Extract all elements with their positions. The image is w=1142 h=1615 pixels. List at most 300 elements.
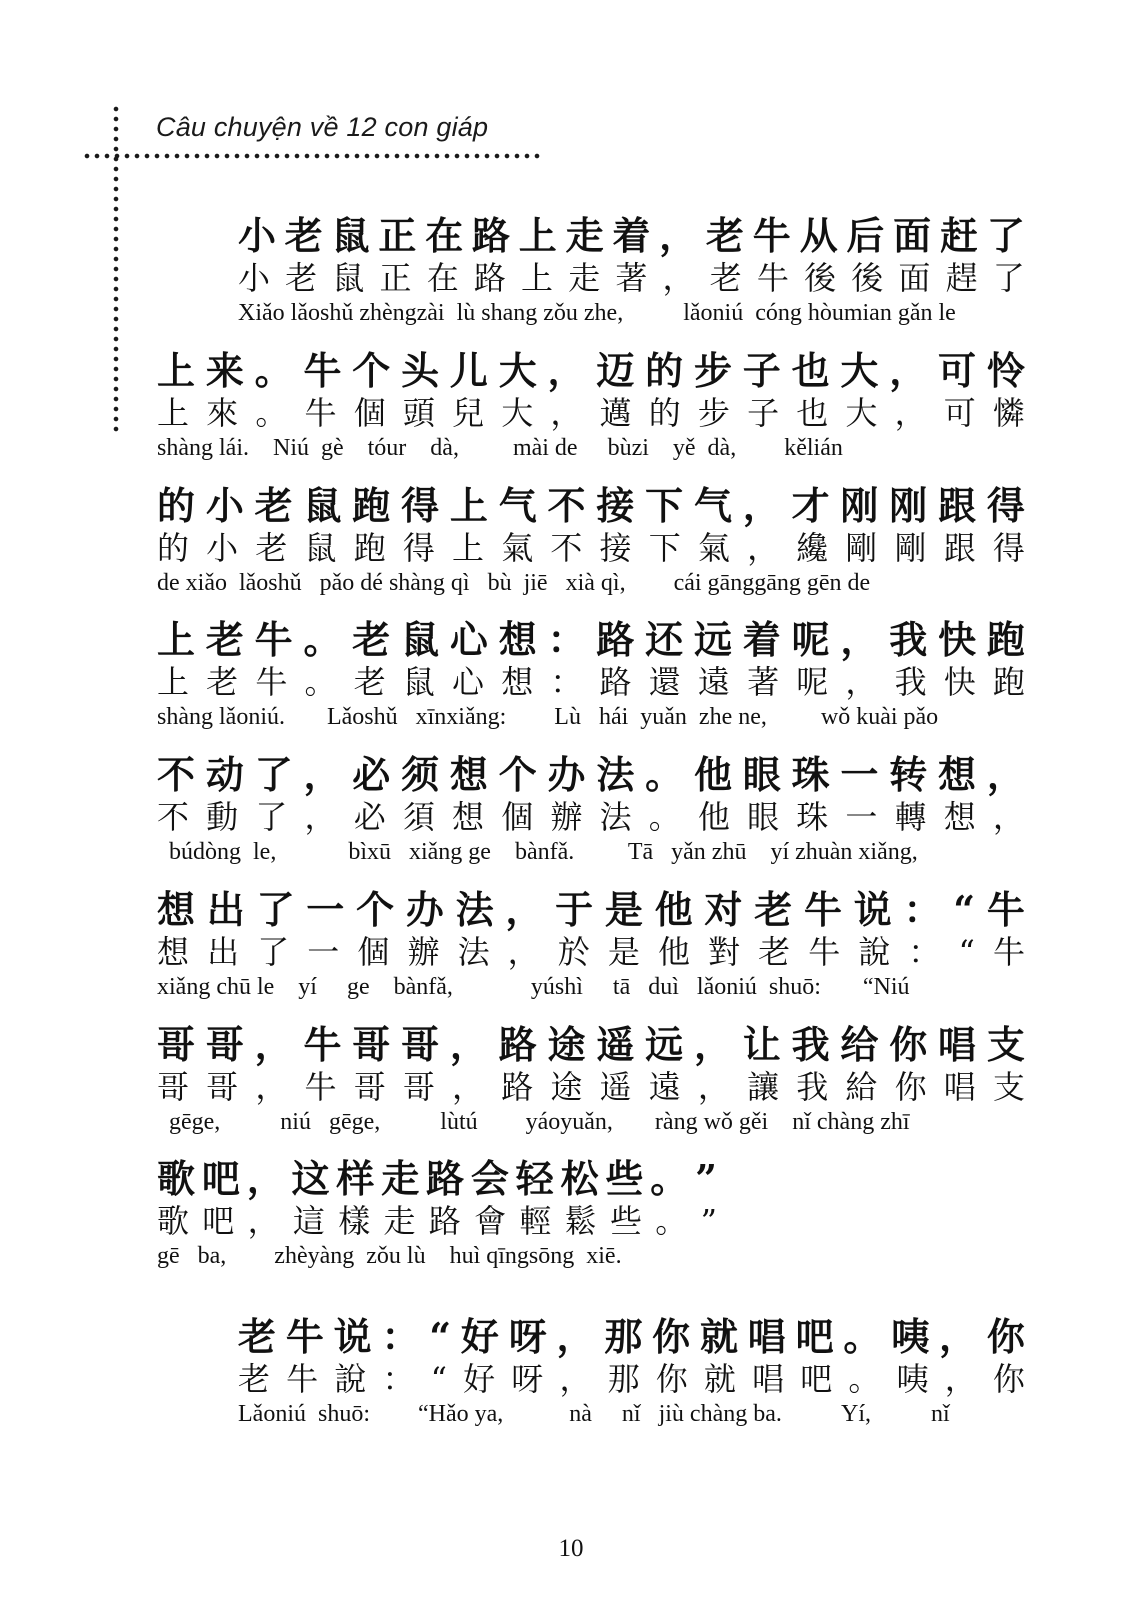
hanzi-char: 须 bbox=[401, 752, 440, 797]
hanzi-char: 想 bbox=[498, 617, 537, 662]
hanzi-char: 是 bbox=[604, 887, 643, 932]
hanzi-char: 走 bbox=[568, 259, 601, 297]
hanzi-char: ： bbox=[381, 1314, 420, 1359]
hanzi-char: 邁 bbox=[599, 394, 632, 432]
hanzi-char: 就 bbox=[703, 1360, 736, 1398]
hanzi-char: 唱 bbox=[943, 1068, 976, 1106]
hanzi-char: ， bbox=[449, 1022, 488, 1067]
pinyin-text: gē ba, zhèyàng zǒu lù huì qīngsōng xiē. bbox=[157, 1243, 622, 1269]
hanzi-char: 你 bbox=[986, 1314, 1025, 1359]
traditional-text bbox=[157, 663, 1025, 703]
hanzi-char: 你 bbox=[889, 1022, 928, 1067]
hanzi-char: 路 bbox=[501, 1068, 534, 1106]
hanzi-char: 气 bbox=[498, 483, 537, 528]
hanzi-char: 走 bbox=[565, 213, 604, 258]
hanzi-char: 支 bbox=[986, 1022, 1025, 1067]
hanzi-char: ， bbox=[559, 1360, 592, 1398]
hanzi-char: 松 bbox=[560, 1156, 599, 1201]
hanzi-char: 途 bbox=[547, 1022, 586, 1067]
hanzi-char: 牛 bbox=[808, 933, 841, 971]
text-line-4 bbox=[157, 617, 1025, 733]
hanzi-char: 刚 bbox=[889, 483, 928, 528]
hanzi-char: 路 bbox=[428, 1202, 461, 1240]
hanzi-char: 老 bbox=[238, 1360, 271, 1398]
hanzi-char: ， bbox=[742, 483, 781, 528]
hanzi-char: 咦 bbox=[896, 1360, 929, 1398]
hanzi-char: 他 bbox=[697, 798, 730, 836]
hanzi-char: 老 bbox=[254, 483, 293, 528]
hanzi-char: 跑 bbox=[352, 483, 391, 528]
hanzi-char: 个 bbox=[352, 348, 391, 393]
hanzi-char: 趕 bbox=[945, 259, 978, 297]
hanzi-char: 咦 bbox=[891, 1314, 930, 1359]
hanzi-char: 也 bbox=[791, 348, 830, 393]
hanzi-char: 还 bbox=[645, 617, 684, 662]
hanzi-char: 呀 bbox=[511, 1360, 544, 1398]
hanzi-char: ， bbox=[505, 887, 544, 932]
hanzi-char: 好 bbox=[460, 1314, 499, 1359]
hanzi-char: ， bbox=[247, 1202, 280, 1240]
hanzi-char: 你 bbox=[655, 1360, 688, 1398]
hanzi-char: 老 bbox=[238, 1314, 277, 1359]
hanzi-char: 走 bbox=[381, 1156, 420, 1201]
hanzi-char: 在 bbox=[426, 259, 459, 297]
hanzi-char: 老 bbox=[705, 213, 744, 258]
hanzi-char: ， bbox=[747, 529, 780, 567]
hanzi-char: 個 bbox=[353, 394, 386, 432]
hanzi-char: 。 bbox=[255, 394, 288, 432]
hanzi-char: 就 bbox=[699, 1314, 738, 1359]
hanzi-char: 面 bbox=[898, 259, 931, 297]
hanzi-char: 吧 bbox=[202, 1202, 235, 1240]
hanzi-char: ” bbox=[695, 1156, 717, 1201]
hanzi-char: 法 bbox=[599, 798, 632, 836]
hanzi-char: ， bbox=[662, 259, 695, 297]
text-line-8 bbox=[157, 1156, 717, 1272]
page-number: 10 bbox=[558, 1535, 584, 1562]
hanzi-char: 想 bbox=[938, 752, 977, 797]
hanzi-char: 气 bbox=[693, 483, 732, 528]
hanzi-char: 讓 bbox=[747, 1068, 780, 1106]
hanzi-char: 呢 bbox=[791, 617, 830, 662]
hanzi-char: 哥 bbox=[205, 1022, 244, 1067]
hanzi-char: 動 bbox=[206, 798, 239, 836]
hanzi-char: 給 bbox=[845, 1068, 878, 1106]
hanzi-char: 會 bbox=[474, 1202, 507, 1240]
hanzi-char: 眼 bbox=[747, 798, 780, 836]
running-header: Câu chuyện về 12 con giáp bbox=[156, 112, 489, 142]
hanzi-char: 上 bbox=[518, 213, 557, 258]
hanzi-char: 。 bbox=[254, 348, 293, 393]
hanzi-char: 老 bbox=[758, 933, 791, 971]
hanzi-char: 个 bbox=[356, 887, 395, 932]
hanzi-char: 著 bbox=[615, 259, 648, 297]
hanzi-char: 老 bbox=[709, 259, 742, 297]
simplified-text bbox=[157, 1022, 1025, 1071]
hanzi-char: 可 bbox=[943, 394, 976, 432]
hanzi-char: 頭 bbox=[402, 394, 435, 432]
hanzi-char: 一 bbox=[306, 887, 345, 932]
hanzi-char: 牛 bbox=[803, 887, 842, 932]
hanzi-char: 大 bbox=[501, 394, 534, 432]
hanzi-char: 小 bbox=[205, 483, 244, 528]
hanzi-char: 兒 bbox=[452, 394, 485, 432]
hanzi-char: “ bbox=[958, 933, 975, 971]
simplified-text bbox=[157, 617, 1025, 666]
pinyin-text: de xiǎo lǎoshǔ pǎo dé shàng qì bù jiē xià qì, cái gānggāng gēn de bbox=[157, 570, 871, 596]
hanzi-char: 唱 bbox=[938, 1022, 977, 1067]
hanzi-char: 大 bbox=[840, 348, 879, 393]
hanzi-char: 法 bbox=[455, 887, 494, 932]
hanzi-char: ， bbox=[845, 663, 878, 701]
hanzi-char: ， bbox=[547, 348, 586, 393]
hanzi-char: 哥 bbox=[402, 1068, 435, 1106]
hanzi-char: 办 bbox=[547, 752, 586, 797]
hanzi-char: 剛 bbox=[845, 529, 878, 567]
hanzi-char: 吧 bbox=[201, 1156, 240, 1201]
hanzi-char: 快 bbox=[938, 617, 977, 662]
hanzi-char: 牛 bbox=[303, 348, 342, 393]
hanzi-char: 須 bbox=[402, 798, 435, 836]
hanzi-char: 你 bbox=[652, 1314, 691, 1359]
hanzi-char: 头 bbox=[401, 348, 440, 393]
hanzi-char: 小 bbox=[238, 213, 277, 258]
hanzi-char: 老 bbox=[205, 617, 244, 662]
hanzi-char: ， bbox=[894, 394, 927, 432]
hanzi-char: 牛 bbox=[304, 394, 337, 432]
hanzi-char: 途 bbox=[550, 1068, 583, 1106]
hanzi-char: 。 bbox=[848, 1360, 881, 1398]
hanzi-char: 好 bbox=[463, 1360, 496, 1398]
hanzi-char: 了 bbox=[992, 259, 1025, 297]
hanzi-char: 珠 bbox=[796, 798, 829, 836]
hanzi-char: ， bbox=[255, 1068, 288, 1106]
hanzi-char: ， bbox=[944, 1360, 977, 1398]
hanzi-char: ， bbox=[992, 798, 1025, 836]
hanzi-char: 一 bbox=[307, 933, 340, 971]
hanzi-char: 上 bbox=[157, 348, 196, 393]
hanzi-char: 遥 bbox=[596, 1022, 635, 1067]
hanzi-char: 轻 bbox=[515, 1156, 554, 1201]
hanzi-char: 鼠 bbox=[332, 259, 365, 297]
hanzi-char: 后 bbox=[846, 213, 885, 258]
hanzi-char: 支 bbox=[992, 1068, 1025, 1106]
hanzi-char: 出 bbox=[206, 887, 245, 932]
hanzi-char: ， bbox=[693, 1022, 732, 1067]
hanzi-char: 办 bbox=[405, 887, 444, 932]
hanzi-char: 从 bbox=[799, 213, 838, 258]
hanzi-char: 个 bbox=[498, 752, 537, 797]
hanzi-char: 呢 bbox=[796, 663, 829, 701]
hanzi-char: 鬆 bbox=[564, 1202, 597, 1240]
hanzi-char: “ bbox=[429, 1314, 452, 1359]
hanzi-char: ， bbox=[889, 348, 928, 393]
hanzi-char: 儿 bbox=[449, 348, 488, 393]
hanzi-char: 牛 bbox=[303, 1022, 342, 1067]
hanzi-char: 我 bbox=[889, 617, 928, 662]
hanzi-char: 。 bbox=[655, 1202, 688, 1240]
hanzi-char: ， bbox=[697, 1068, 730, 1106]
hanzi-char: 下 bbox=[648, 529, 681, 567]
hanzi-char: 我 bbox=[791, 1022, 830, 1067]
hanzi-char: 遠 bbox=[697, 663, 730, 701]
hanzi-char: ， bbox=[452, 1068, 485, 1106]
hanzi-char: 哥 bbox=[353, 1068, 386, 1106]
hanzi-char: 想 bbox=[449, 752, 488, 797]
hanzi-char: 樣 bbox=[338, 1202, 371, 1240]
hanzi-char: 大 bbox=[498, 348, 537, 393]
hanzi-char: 氣 bbox=[697, 529, 730, 567]
hanzi-char: 老 bbox=[284, 213, 323, 258]
hanzi-char: 心 bbox=[449, 617, 488, 662]
traditional-text bbox=[157, 1202, 717, 1242]
hanzi-char: ： bbox=[550, 663, 583, 701]
hanzi-char: 赶 bbox=[939, 213, 978, 258]
hanzi-char: 來 bbox=[206, 394, 239, 432]
hanzi-char: 唱 bbox=[752, 1360, 785, 1398]
hanzi-char: 法 bbox=[596, 752, 635, 797]
hanzi-char: 步 bbox=[693, 348, 732, 393]
text-line-2 bbox=[157, 348, 1025, 464]
hanzi-char: 他 bbox=[693, 752, 732, 797]
hanzi-char: 路 bbox=[599, 663, 632, 701]
hanzi-char: 鼠 bbox=[331, 213, 370, 258]
hanzi-char: 。 bbox=[648, 798, 681, 836]
horizontal-dotted-rule bbox=[82, 153, 542, 159]
hanzi-char: 些 bbox=[609, 1202, 642, 1240]
hanzi-char: 老 bbox=[353, 663, 386, 701]
hanzi-char: 鼠 bbox=[303, 483, 342, 528]
hanzi-char: 接 bbox=[599, 529, 632, 567]
traditional-text bbox=[157, 394, 1025, 434]
hanzi-char: 的 bbox=[157, 483, 196, 528]
simplified-text bbox=[157, 752, 1025, 801]
hanzi-char: ” bbox=[700, 1202, 717, 1240]
hanzi-char: 不 bbox=[550, 529, 583, 567]
hanzi-char: 了 bbox=[255, 798, 288, 836]
text-line-5 bbox=[157, 752, 1025, 868]
hanzi-char: 牛 bbox=[752, 213, 791, 258]
hanzi-char: 对 bbox=[704, 887, 743, 932]
simplified-text bbox=[157, 348, 1025, 397]
hanzi-char: 动 bbox=[205, 752, 244, 797]
hanzi-char: 牛 bbox=[756, 259, 789, 297]
hanzi-char: 他 bbox=[654, 887, 693, 932]
hanzi-char: 那 bbox=[607, 1360, 640, 1398]
hanzi-char: 必 bbox=[353, 798, 386, 836]
hanzi-char: ， bbox=[550, 394, 583, 432]
hanzi-char: 氣 bbox=[501, 529, 534, 567]
traditional-text bbox=[157, 933, 1025, 973]
hanzi-char: 我 bbox=[894, 663, 927, 701]
hanzi-char: 後 bbox=[851, 259, 884, 297]
hanzi-char: 不 bbox=[547, 483, 586, 528]
hanzi-char: 唱 bbox=[747, 1314, 786, 1359]
hanzi-char: 的 bbox=[157, 529, 190, 567]
traditional-text bbox=[157, 1068, 1025, 1108]
simplified-text bbox=[157, 483, 1025, 532]
hanzi-char: 跟 bbox=[938, 483, 977, 528]
hanzi-char: 步 bbox=[697, 394, 730, 432]
hanzi-char: 纔 bbox=[796, 529, 829, 567]
hanzi-char: 辦 bbox=[407, 933, 440, 971]
hanzi-char: 子 bbox=[742, 348, 781, 393]
simplified-text bbox=[238, 213, 1025, 262]
hanzi-char: 远 bbox=[645, 1022, 684, 1067]
hanzi-char: 了 bbox=[256, 887, 295, 932]
hanzi-char: 憐 bbox=[992, 394, 1025, 432]
hanzi-char: 鼠 bbox=[401, 617, 440, 662]
hanzi-char: 面 bbox=[893, 213, 932, 258]
pinyin-text: shàng lǎoniú. Lǎoshǔ xīnxiǎng: Lù hái yuǎn zhe ne, wǒ kuài pǎo bbox=[157, 704, 939, 730]
hanzi-char: 哥 bbox=[352, 1022, 391, 1067]
pinyin-text: xiǎng chū le yí ge bànfǎ, yúshì tā duì lǎoniú shuō: “Niú bbox=[157, 974, 910, 1000]
hanzi-char: 上 bbox=[452, 529, 485, 567]
hanzi-char: 牛 bbox=[254, 617, 293, 662]
hanzi-char: 路 bbox=[596, 617, 635, 662]
hanzi-char: 法 bbox=[457, 933, 490, 971]
hanzi-char: 歌 bbox=[157, 1156, 196, 1201]
hanzi-char: 着 bbox=[742, 617, 781, 662]
hanzi-char: 老 bbox=[285, 259, 318, 297]
hanzi-char: ， bbox=[659, 213, 698, 258]
hanzi-char: ， bbox=[556, 1314, 595, 1359]
hanzi-char: “ bbox=[430, 1360, 447, 1398]
hanzi-char: 下 bbox=[645, 483, 684, 528]
hanzi-char: 你 bbox=[894, 1068, 927, 1106]
hanzi-char: 些 bbox=[605, 1156, 644, 1201]
hanzi-char: 。 bbox=[645, 752, 684, 797]
hanzi-char: 快 bbox=[943, 663, 976, 701]
hanzi-char: 那 bbox=[604, 1314, 643, 1359]
hanzi-char: 老 bbox=[255, 529, 288, 567]
hanzi-char: 不 bbox=[157, 752, 196, 797]
hanzi-char: 跑 bbox=[992, 663, 1025, 701]
hanzi-char: 跑 bbox=[353, 529, 386, 567]
pinyin-text: búdòng le, bìxū xiǎng ge bànfǎ. Tā yǎn zhū yí zhuàn xiǎng, bbox=[157, 839, 918, 865]
hanzi-char: 輕 bbox=[519, 1202, 552, 1240]
hanzi-char: 刚 bbox=[840, 483, 879, 528]
hanzi-char: 想 bbox=[157, 933, 190, 971]
pinyin-text: Xiǎo lǎoshǔ zhèngzài lù shang zǒu zhe, lǎoniú cóng hòumian gǎn le bbox=[238, 300, 956, 326]
hanzi-char: 得 bbox=[402, 529, 435, 567]
simplified-text bbox=[157, 1156, 717, 1205]
hanzi-char: 。 bbox=[843, 1314, 882, 1359]
hanzi-char: 来 bbox=[205, 348, 244, 393]
hanzi-char: 牛 bbox=[304, 1068, 337, 1106]
hanzi-char: 吧 bbox=[800, 1360, 833, 1398]
hanzi-char: 老 bbox=[206, 663, 239, 701]
hanzi-char: 怜 bbox=[986, 348, 1025, 393]
text-line-7 bbox=[157, 1022, 1025, 1138]
hanzi-char: 正 bbox=[379, 259, 412, 297]
hanzi-char: ， bbox=[303, 752, 342, 797]
hanzi-char: 個 bbox=[501, 798, 534, 836]
hanzi-char: 想 bbox=[452, 798, 485, 836]
hanzi-char: 小 bbox=[238, 259, 271, 297]
simplified-text bbox=[238, 1314, 1025, 1363]
hanzi-char: 会 bbox=[470, 1156, 509, 1201]
hanzi-char: 他 bbox=[657, 933, 690, 971]
hanzi-char: ： bbox=[382, 1360, 415, 1398]
hanzi-char: 路 bbox=[426, 1156, 465, 1201]
hanzi-char: 得 bbox=[992, 529, 1025, 567]
text-line-6 bbox=[157, 887, 1025, 1003]
hanzi-char: ， bbox=[840, 617, 879, 662]
hanzi-char: 還 bbox=[648, 663, 681, 701]
hanzi-char: 也 bbox=[796, 394, 829, 432]
hanzi-char: 转 bbox=[889, 752, 928, 797]
hanzi-char: 想 bbox=[157, 887, 196, 932]
hanzi-char: 才 bbox=[791, 483, 830, 528]
hanzi-char: 了 bbox=[986, 213, 1025, 258]
hanzi-char: 說 bbox=[334, 1360, 367, 1398]
hanzi-char: ， bbox=[986, 752, 1025, 797]
hanzi-char: 後 bbox=[804, 259, 837, 297]
hanzi-char: 了 bbox=[257, 933, 290, 971]
hanzi-char: ： bbox=[547, 617, 586, 662]
hanzi-char: 得 bbox=[986, 483, 1025, 528]
hanzi-char: 。 bbox=[304, 663, 337, 701]
hanzi-char: 的 bbox=[648, 394, 681, 432]
hanzi-char: 接 bbox=[596, 483, 635, 528]
hanzi-char: 哥 bbox=[401, 1022, 440, 1067]
hanzi-char: 得 bbox=[401, 483, 440, 528]
hanzi-char: 说 bbox=[853, 887, 892, 932]
hanzi-char: 上 bbox=[449, 483, 488, 528]
hanzi-char: 牛 bbox=[286, 1360, 319, 1398]
hanzi-char: ， bbox=[304, 798, 337, 836]
hanzi-char: 大 bbox=[845, 394, 878, 432]
hanzi-char: 想 bbox=[501, 663, 534, 701]
hanzi-char: 鼠 bbox=[402, 663, 435, 701]
pinyin-text: Lǎoniú shuō: “Hǎo ya, nà nǐ jiù chàng ba. Yí, nǐ bbox=[238, 1401, 950, 1427]
hanzi-char: 一 bbox=[840, 752, 879, 797]
hanzi-char: ， bbox=[507, 933, 540, 971]
hanzi-char: 让 bbox=[742, 1022, 781, 1067]
hanzi-char: 哥 bbox=[157, 1068, 190, 1106]
hanzi-char: 珠 bbox=[791, 752, 830, 797]
hanzi-char: 說 bbox=[858, 933, 891, 971]
hanzi-char: 牛 bbox=[986, 887, 1025, 932]
hanzi-char: 吧 bbox=[795, 1314, 834, 1359]
text-line-1 bbox=[238, 213, 1025, 329]
hanzi-char: 给 bbox=[840, 1022, 879, 1067]
hanzi-char: 你 bbox=[992, 1360, 1025, 1398]
hanzi-char: 远 bbox=[693, 617, 732, 662]
hanzi-char: 眼 bbox=[742, 752, 781, 797]
hanzi-char: 歌 bbox=[157, 1202, 190, 1240]
hanzi-char: 路 bbox=[498, 1022, 537, 1067]
hanzi-char: 呀 bbox=[508, 1314, 547, 1359]
pinyin-text: gēge, niú gēge, lùtú yáoyuǎn, ràng wǒ gěi nǐ chàng zhī bbox=[157, 1109, 910, 1135]
simplified-text bbox=[157, 887, 1025, 936]
hanzi-char: ， bbox=[254, 1022, 293, 1067]
hanzi-char: 心 bbox=[452, 663, 485, 701]
hanzi-char: 牛 bbox=[255, 663, 288, 701]
hanzi-char: 跑 bbox=[986, 617, 1025, 662]
hanzi-char: 辦 bbox=[550, 798, 583, 836]
hanzi-char: 跟 bbox=[943, 529, 976, 567]
hanzi-char: 着 bbox=[612, 213, 651, 258]
hanzi-char: 正 bbox=[378, 213, 417, 258]
hanzi-char: 老 bbox=[754, 887, 793, 932]
hanzi-char: 。 bbox=[650, 1156, 689, 1201]
hanzi-char: 一 bbox=[845, 798, 878, 836]
hanzi-char: “ bbox=[953, 887, 976, 932]
hanzi-char: 這 bbox=[292, 1202, 325, 1240]
hanzi-char: 老 bbox=[352, 617, 391, 662]
